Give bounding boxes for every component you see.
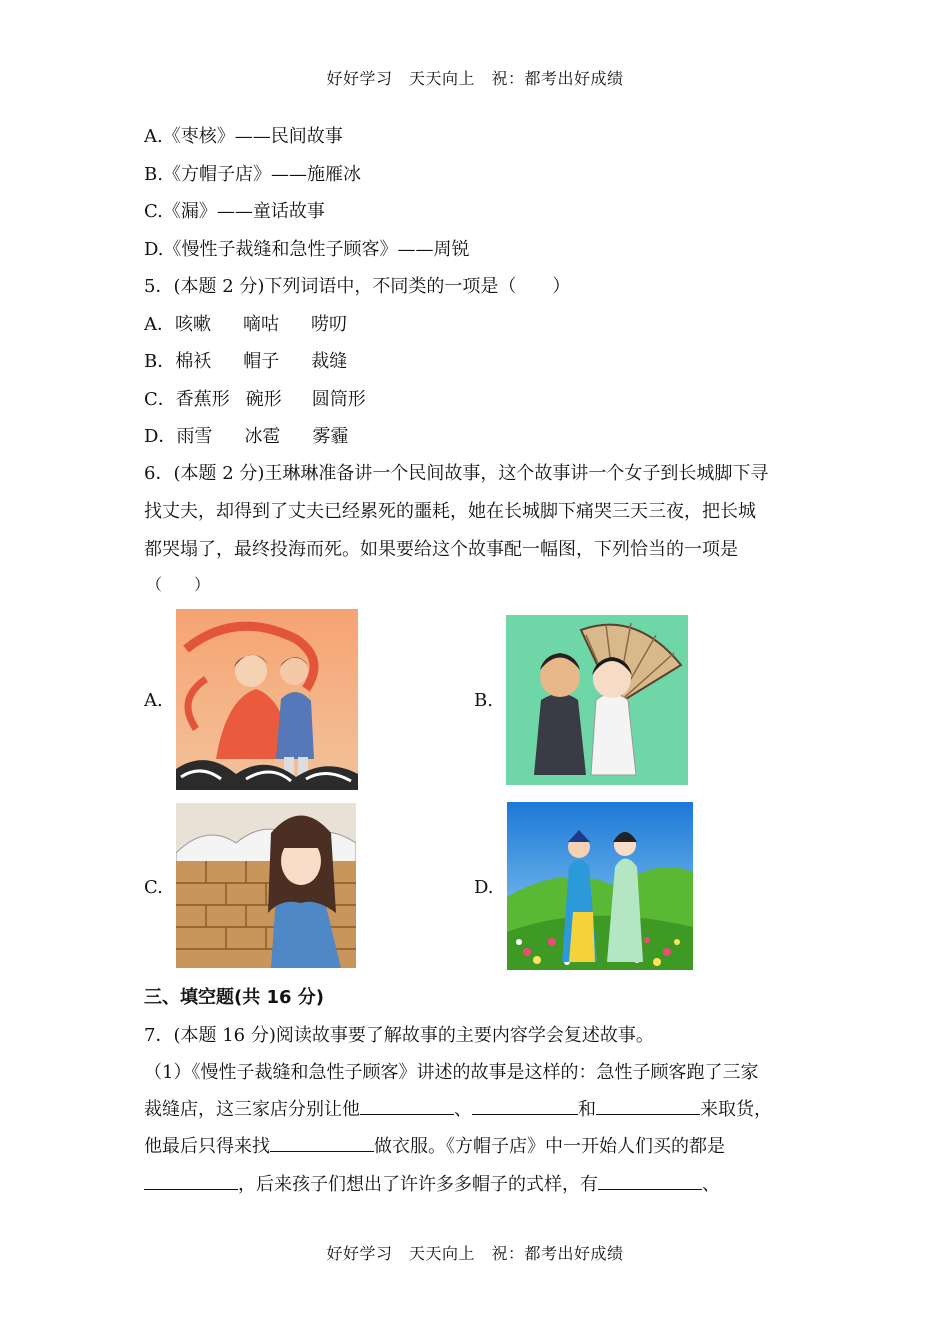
choice-label-d: D. [474,877,494,898]
text-segment: 做衣服。《方帽子店》中一开始人们买的都是 [374,1136,725,1157]
page-header: 好好学习 天天向上 祝：都考出好成绩 [326,69,624,88]
choice-label-c: C. [144,877,163,898]
option-word: 雾霾 [312,426,349,447]
text-segment: 裁缝店，这三家店分别让他 [144,1099,360,1120]
option-word: 棉袄 [175,351,212,372]
answer-blank-5[interactable] [144,1171,238,1190]
q5-stem: 5．(本题 2 分)下列词语中，不同类的一项是（ ） [144,276,571,297]
text-segment: 来取货， [700,1099,772,1120]
q6-line-2: 找丈夫，却得到了丈夫已经累死的噩耗，她在长城脚下痛哭三天三夜，把长城 [144,501,756,522]
text-segment: 和 [578,1099,596,1120]
q4-option-a: A.《枣核》——民间故事 [144,126,343,147]
picture-c-meng-jiangnu-great-wall[interactable] [176,803,356,968]
section-title: 三、填空题(共 16 分) [144,987,325,1008]
q4-option-d: D.《慢性子裁缝和急性子顾客》——周锐 [144,239,470,260]
q7-part1-line4 [144,1170,720,1196]
option-letter: B． [144,351,176,372]
option-letter: C． [144,389,176,410]
choice-label-b: B. [474,690,493,711]
picture-d-butterfly-lovers[interactable] [507,802,693,970]
answer-blank-6[interactable] [598,1171,702,1190]
q7-part1-line2 [144,1095,772,1121]
option-word: 咳嗽 [175,314,211,335]
q4-option-b: B.《方帽子店》——施雁冰 [144,164,361,185]
text-segment: 他最后只得来找 [144,1136,270,1157]
picture-a-cowherd-weaver[interactable] [176,609,358,790]
page-footer: 好好学习 天天向上 祝：都考出好成绩 [326,1244,624,1263]
option-word: 冰雹 [244,426,281,447]
option-letter: D． [144,426,177,447]
q6-answer-paren: （ ） [146,575,211,594]
option-word: 香蕉形 [175,389,230,410]
q6-line-1: 6．(本题 2 分)王琳琳准备讲一个民间故事，这个故事讲一个女子到长城脚下寻 [144,463,769,484]
q5-option-c [144,385,366,411]
text-segment: 、 [702,1174,720,1195]
text-segment: 、 [454,1099,472,1120]
option-word: 裁缝 [311,351,348,372]
choice-label-a: A. [144,690,163,711]
answer-blank-3[interactable] [596,1096,700,1115]
q7-stem: 7．(本题 16 分)阅读故事要了解故事的主要内容学会复述故事。 [144,1025,654,1046]
q7-part1-line3 [144,1132,725,1158]
q4-option-c: C.《漏》——童话故事 [144,201,325,222]
text-segment: ，后来孩子们想出了许许多多帽子的式样，有 [238,1174,598,1195]
option-word: 嘀咕 [243,314,279,335]
option-word: 雨雪 [176,426,213,447]
picture-b-legend-couple-umbrella[interactable] [506,615,688,785]
q5-option-d [144,422,348,448]
q5-option-b [144,347,347,373]
option-word: 碗形 [245,389,282,410]
answer-blank-2[interactable] [472,1096,578,1115]
q5-option-a [144,310,347,336]
option-word: 圆筒形 [311,389,366,410]
answer-blank-1[interactable] [360,1096,454,1115]
q7-part1-line1: （1）《慢性子裁缝和急性子顾客》讲述的故事是这样的：急性子顾客跑了三家 [144,1062,759,1083]
option-word: 唠叨 [311,314,347,335]
option-letter: A． [144,314,175,335]
answer-blank-4[interactable] [270,1133,374,1152]
option-word: 帽子 [243,351,280,372]
q6-line-3: 都哭塌了，最终投海而死。如果要给这个故事配一幅图，下列恰当的一项是 [144,539,738,560]
